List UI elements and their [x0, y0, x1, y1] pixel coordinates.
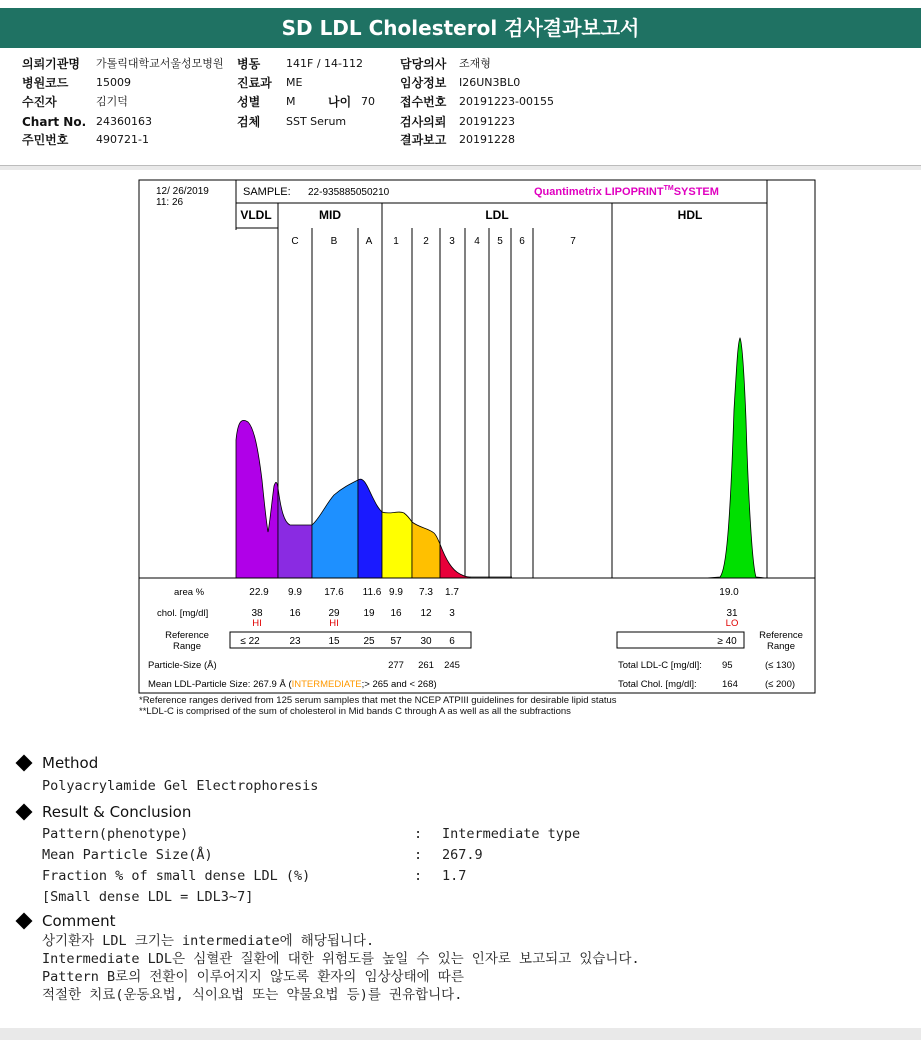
report-date: 12/ 26/2019 [156, 186, 209, 197]
peak-hdl [706, 338, 766, 578]
chol-c: 16 [289, 608, 301, 619]
ref-ldl3: 6 [449, 636, 455, 647]
band-mid-a [358, 479, 382, 578]
footnote-1: *Reference ranges derived from 125 serum samples that met the NCEP ATPIII guidelines for desirable lipid status [139, 695, 617, 706]
ref-ldl1: 57 [390, 636, 402, 647]
institution-value: 가톨릭대학교서울성모병원 [96, 57, 224, 70]
result-heading [14, 802, 191, 822]
ref-vldl: ≤ 22 [240, 636, 260, 647]
request-date-value: 20191223 [459, 115, 515, 128]
hospital-code-value: 15009 [96, 76, 131, 89]
flag-hdl-lo: LO [725, 618, 739, 629]
chol-vldl: 38 [251, 608, 263, 619]
ref-label-1: Reference [165, 630, 209, 641]
total-ldl-value: 95 [722, 660, 733, 671]
bottom-divider [0, 1028, 921, 1040]
area-values [249, 587, 739, 598]
densitometry-curve [236, 338, 766, 578]
diamond-bullet-icon [16, 804, 33, 821]
area-c: 9.9 [288, 587, 302, 598]
subband-c: C [291, 236, 299, 247]
chol-hdl: 31 [726, 608, 738, 619]
institution-label: 의뢰기관명 [22, 57, 80, 71]
ref-box-ldl [230, 632, 471, 648]
receipt-no-label: 접수번호 [400, 95, 447, 109]
comment-line: 상기환자 LDL 크기는 intermediate에 해당됩니다. [42, 933, 375, 949]
subband-6: 6 [519, 236, 525, 247]
result-heading-text: Result & Conclusion [42, 803, 192, 821]
report-time: 11: 26 [156, 197, 184, 208]
particle-size-3: 245 [444, 660, 460, 671]
ref-values [240, 636, 737, 647]
chol-label: chol. [mg/dl] [157, 608, 209, 619]
subband-a: A [365, 236, 373, 247]
group-ldl: LDL [485, 208, 509, 222]
result-row-value: 1.7 [442, 868, 467, 884]
clinical-info-label: 임상정보 [400, 76, 447, 90]
chart-no-label: Chart No. [22, 115, 87, 129]
report-title: SD LDL Cholesterol 검사결과보고서 [0, 8, 921, 48]
band-ldl-2 [412, 522, 440, 578]
specimen-value: SST Serum [286, 115, 347, 128]
chart-no-value: 24360163 [96, 115, 152, 128]
ref-right-2: Range [767, 641, 795, 652]
ward-value: 141F / 14-112 [286, 57, 363, 70]
subband-7: 7 [570, 236, 576, 247]
ref-hdl: ≥ 40 [717, 636, 737, 647]
area-hdl: 19.0 [719, 587, 739, 598]
diamond-bullet-icon [16, 755, 33, 772]
bottom-rows [148, 660, 795, 690]
examinee-value: 김기덕 [96, 95, 128, 108]
band-mid-c [278, 488, 312, 578]
area-label: area % [174, 587, 205, 598]
ward-label: 병동 [237, 57, 261, 71]
ref-b: 15 [328, 636, 340, 647]
result-row-sep: : [414, 847, 423, 863]
ref-right-1: Reference [759, 630, 803, 641]
sample-label: SAMPLE: [243, 186, 291, 198]
subband-4: 4 [474, 236, 480, 247]
area-ldl1: 9.9 [389, 587, 403, 598]
particle-size-label: Particle-Size (Å) [148, 660, 217, 671]
comment-line: 적절한 치료(운동요법, 식이요법 또는 약물요법 등)를 권유합니다. [42, 987, 463, 1003]
total-chol-value: 164 [722, 679, 738, 690]
area-b: 17.6 [324, 587, 344, 598]
department-value: ME [286, 76, 303, 89]
total-ldl-ref: (≤ 130) [765, 660, 796, 671]
system-name: Quantimetrix LIPOPRINT™SYSTEM [534, 185, 719, 198]
result-row-value: 267.9 [442, 847, 483, 863]
footnotes [139, 695, 779, 717]
total-chol-label: Total Chol. [mg/dl]: [618, 679, 697, 690]
comment-line: Intermediate LDL은 심혈관 질환에 대한 위험도를 높일 수 있는 인자로 보고되고 있습니다. [42, 951, 640, 967]
mean-size-line: Mean LDL-Particle Size: 267.9 Å (INTERMEDIATE;> 265 and < 268) [148, 679, 437, 690]
age-label: 나이 [328, 95, 352, 109]
resident-no-value: 490721-1 [96, 133, 149, 146]
department-label: 진료과 [237, 76, 272, 90]
flag-values [252, 618, 738, 629]
result-row-value: Intermediate type [442, 826, 581, 842]
specimen-label: 검체 [237, 115, 261, 129]
area-ldl2: 7.3 [419, 587, 433, 598]
hospital-code-label: 병원코드 [22, 76, 69, 90]
area-vldl: 22.9 [249, 587, 269, 598]
age-value: 70 [361, 95, 375, 108]
method-heading [14, 753, 98, 773]
group-vldl: VLDL [240, 208, 272, 222]
subband-3: 3 [449, 236, 455, 247]
subband-1: 1 [393, 236, 399, 247]
chol-b: 29 [328, 608, 340, 619]
report-date-value: 20191228 [459, 133, 515, 146]
chol-values [251, 608, 738, 619]
chol-ldl3: 3 [449, 608, 455, 619]
result-row-sep: : [414, 826, 423, 842]
clinical-info-value: I26UN3BL0 [459, 76, 521, 89]
report-date-label: 결과보고 [400, 133, 447, 147]
diamond-bullet-icon [16, 913, 33, 930]
doctor-value: 조재형 [459, 57, 491, 70]
sample-id: 22-935885050210 [308, 187, 390, 198]
result-row-label: Fraction % of small dense LDL (%) [42, 868, 311, 884]
group-hdl: HDL [677, 208, 703, 222]
flag-vldl-hi: HI [252, 618, 262, 629]
flag-b-hi: HI [329, 618, 339, 629]
ref-label-2: Range [173, 641, 201, 652]
ref-ldl2: 30 [420, 636, 432, 647]
chol-ldl2: 12 [420, 608, 432, 619]
footnote-2: **LDL-C is comprised of the sum of cholesterol in Mid bands C through A as well as all the subfractions [139, 706, 571, 717]
result-note: [Small dense LDL = LDL3~7] [42, 889, 254, 905]
comment-heading-text: Comment [42, 912, 116, 930]
result-row-sep: : [414, 868, 423, 884]
method-text: Polyacrylamide Gel Electrophoresis [42, 778, 319, 794]
particle-size-2: 261 [418, 660, 434, 671]
patient-info-block [0, 52, 921, 166]
band-mid-b [312, 480, 358, 578]
chol-ldl1: 16 [390, 608, 402, 619]
receipt-no-value: 20191223-00155 [459, 95, 554, 108]
peak-vldl [236, 420, 278, 578]
lipoprint-chart [0, 170, 921, 700]
area-ldl3: 1.7 [445, 587, 459, 598]
request-date-label: 검사의뢰 [400, 115, 447, 129]
subband-2: 2 [423, 236, 429, 247]
band-ldl-1 [382, 512, 412, 578]
particle-size-1: 277 [388, 660, 404, 671]
result-row-label: Mean Particle Size(Å) [42, 847, 213, 863]
subband-b: B [330, 236, 338, 247]
subband-5: 5 [497, 236, 503, 247]
chol-a: 19 [363, 608, 375, 619]
result-row-label: Pattern(phenotype) [42, 826, 189, 842]
examinee-label: 수진자 [22, 95, 57, 109]
method-heading-text: Method [42, 754, 99, 772]
sex-value: M [286, 95, 296, 108]
ref-c: 23 [289, 636, 301, 647]
total-ldl-label: Total LDL-C [mg/dl]: [618, 660, 702, 671]
area-a: 11.6 [362, 587, 382, 598]
ref-a: 25 [363, 636, 375, 647]
sex-label: 성별 [237, 95, 261, 109]
comment-heading [14, 911, 116, 931]
comment-line: Pattern B로의 전환이 이루어지지 않도록 환자의 임상상태에 따른 [42, 969, 464, 985]
total-chol-ref: (≤ 200) [765, 679, 796, 690]
group-mid: MID [319, 208, 341, 222]
doctor-label: 담당의사 [400, 57, 447, 71]
resident-no-label: 주민번호 [22, 133, 69, 147]
